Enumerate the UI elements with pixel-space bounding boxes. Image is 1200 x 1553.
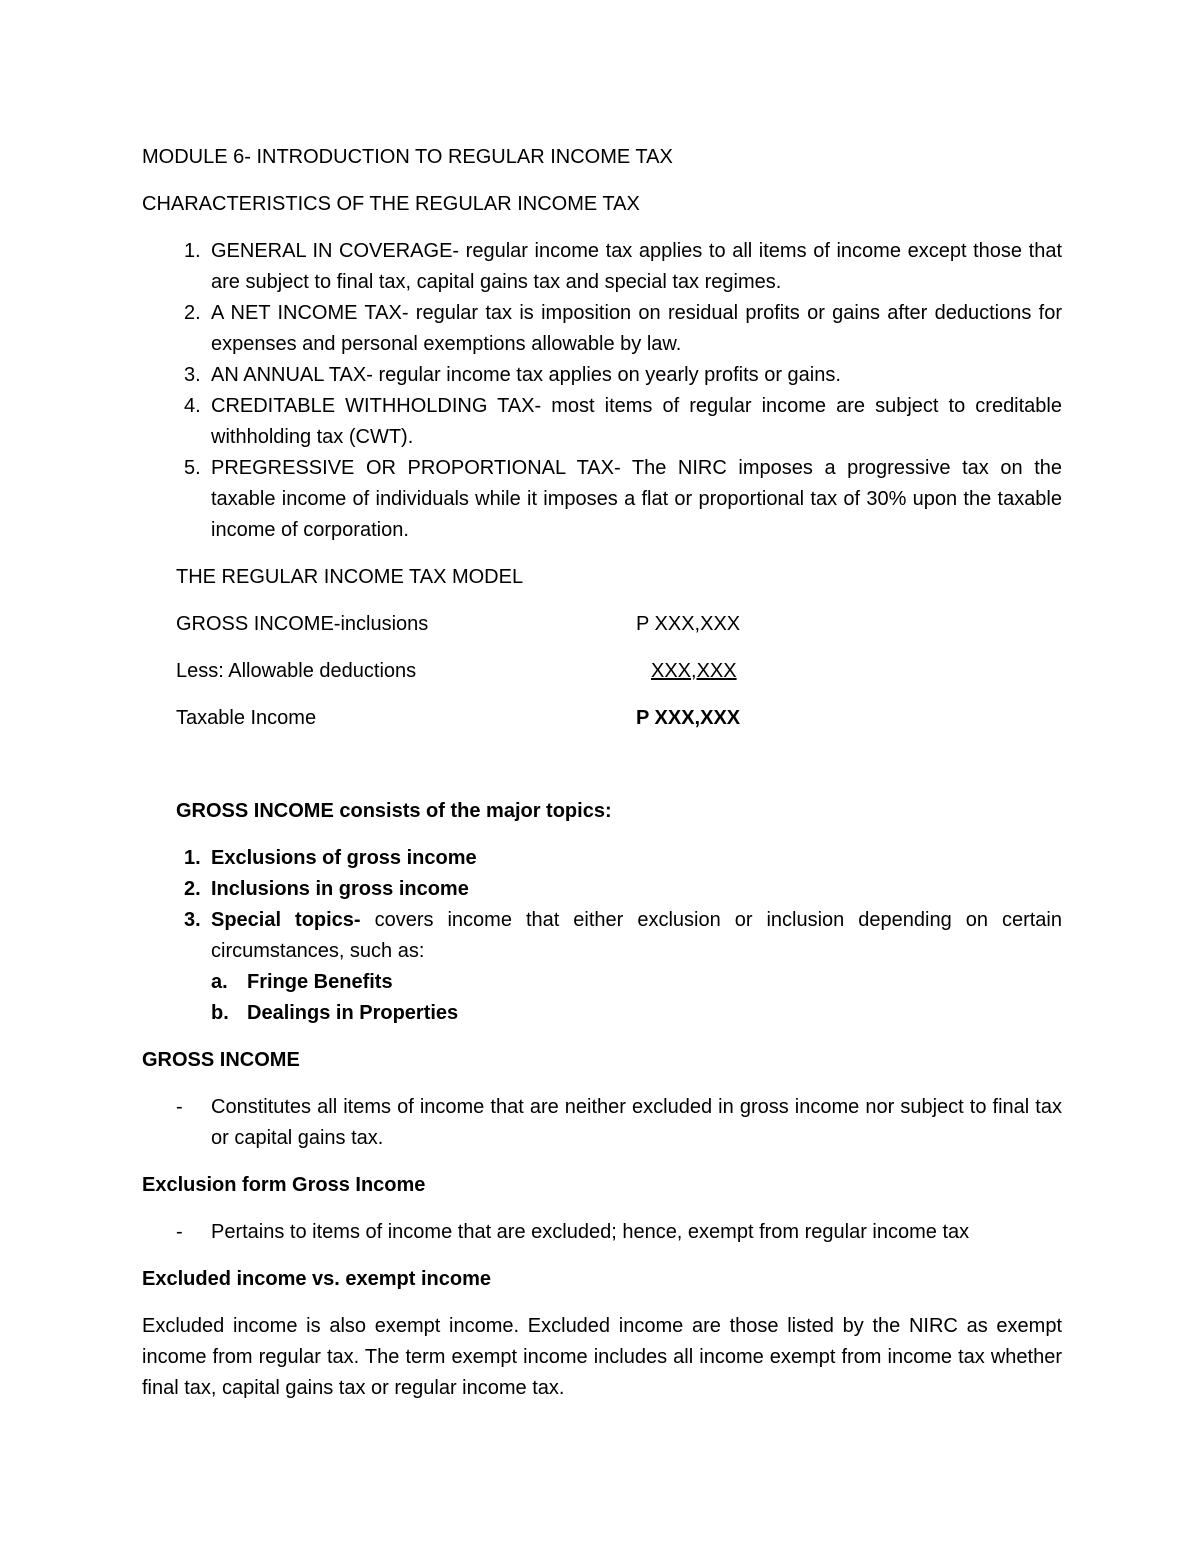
list-item-title: Exclusions of gross income <box>211 847 477 869</box>
excluded-vs-exempt-heading: Excluded income vs. exempt income <box>142 1268 492 1290</box>
tax-model-amount: P XXX,XXX <box>636 707 741 729</box>
list-marker: 1. <box>184 240 201 262</box>
list-item <box>142 843 1062 874</box>
tax-model-amount: XXX,XXX <box>651 660 737 682</box>
spacer <box>142 750 1062 796</box>
sub-list-marker: b. <box>211 1002 229 1024</box>
list-item-text: AN ANNUAL TAX- regular income tax applies on yearly profits or gains. <box>211 364 841 386</box>
gross-income-topics-heading: GROSS INCOME consists of the major topics: <box>176 800 612 822</box>
list-marker: 3. <box>184 909 201 931</box>
tax-model-row <box>176 703 1062 734</box>
list-marker: 2. <box>184 878 201 900</box>
module-title: MODULE 6- INTRODUCTION TO REGULAR INCOME TAX <box>142 146 673 168</box>
gross-income-list <box>142 1092 1062 1154</box>
list-item <box>142 1092 1062 1154</box>
sub-list-marker: a. <box>211 971 228 993</box>
list-item <box>142 236 1062 298</box>
list-item <box>142 905 1062 1029</box>
list-item <box>142 1217 1062 1248</box>
list-item-text: A NET INCOME TAX- regular tax is imposition on residual profits or gains after deductions for expenses and personal exemptions allowable by law. <box>211 302 1062 355</box>
list-item <box>142 391 1062 453</box>
list-item-text: Constitutes all items of income that are neither excluded in gross income nor subject to final tax or capital gains tax. <box>211 1096 1062 1149</box>
sub-list-item <box>211 967 1062 998</box>
tax-model-row <box>176 656 1062 687</box>
exclusion-list <box>142 1217 1062 1248</box>
sub-list-item <box>211 998 1062 1029</box>
tax-model-amount-cell <box>636 656 836 687</box>
list-item-text: GENERAL IN COVERAGE- regular income tax applies to all items of income except those that are subject to final tax, capital gains tax and special tax regimes. <box>211 240 1062 293</box>
tax-model-label: Taxable Income <box>176 707 317 729</box>
sub-list-item-text: Fringe Benefits <box>247 971 393 993</box>
list-marker: 3. <box>184 364 201 386</box>
list-item-text: PREGRESSIVE OR PROPORTIONAL TAX- The NIRC imposes a progressive tax on the taxable income of individuals while it imposes a flat or proportional tax of 30% upon the taxable income of corporation. <box>211 457 1062 541</box>
characteristics-list <box>142 236 1062 546</box>
characteristics-heading: CHARACTERISTICS OF THE REGULAR INCOME TAX <box>142 193 640 215</box>
tax-model-row <box>176 609 1062 640</box>
exclusion-heading: Exclusion form Gross Income <box>142 1174 426 1196</box>
sub-list <box>211 967 1062 1029</box>
list-item <box>142 453 1062 546</box>
sub-list-item-text: Dealings in Properties <box>247 1002 459 1024</box>
gross-income-heading: GROSS INCOME <box>142 1049 300 1071</box>
document-body <box>142 142 1062 1404</box>
list-marker: 2. <box>184 302 201 324</box>
gross-income-topics-list <box>142 843 1062 1029</box>
list-item-text: Pertains to items of income that are excluded; hence, exempt from regular income tax <box>211 1221 970 1243</box>
excluded-vs-exempt-paragraph: Excluded income is also exempt income. Excluded income are those listed by the NIRC as exempt income from regular tax. The term exempt income includes all income exempt from income tax whether final tax, capital gains tax or regular income tax. <box>142 1315 1062 1399</box>
list-item-title: Special topics- <box>211 909 361 931</box>
list-item <box>142 360 1062 391</box>
list-item <box>142 874 1062 905</box>
list-item-text: covers income that either exclusion or inclusion depending on certain circumstances, such as: <box>211 909 1062 962</box>
list-marker: 1. <box>184 847 201 869</box>
list-marker: 4. <box>184 395 201 417</box>
tax-model-amount: P XXX,XXX <box>636 613 741 635</box>
list-item-title: Inclusions in gross income <box>211 878 469 900</box>
tax-model <box>142 562 1062 734</box>
list-item <box>142 298 1062 360</box>
dash-marker: - <box>176 1096 183 1118</box>
list-marker: 5. <box>184 457 201 479</box>
tax-model-label: GROSS INCOME-inclusions <box>176 613 429 635</box>
dash-marker: - <box>176 1221 183 1243</box>
tax-model-title: THE REGULAR INCOME TAX MODEL <box>176 566 524 588</box>
list-item-text: CREDITABLE WITHHOLDING TAX- most items of regular income are subject to creditable withholding tax (CWT). <box>211 395 1062 448</box>
tax-model-label: Less: Allowable deductions <box>176 660 417 682</box>
